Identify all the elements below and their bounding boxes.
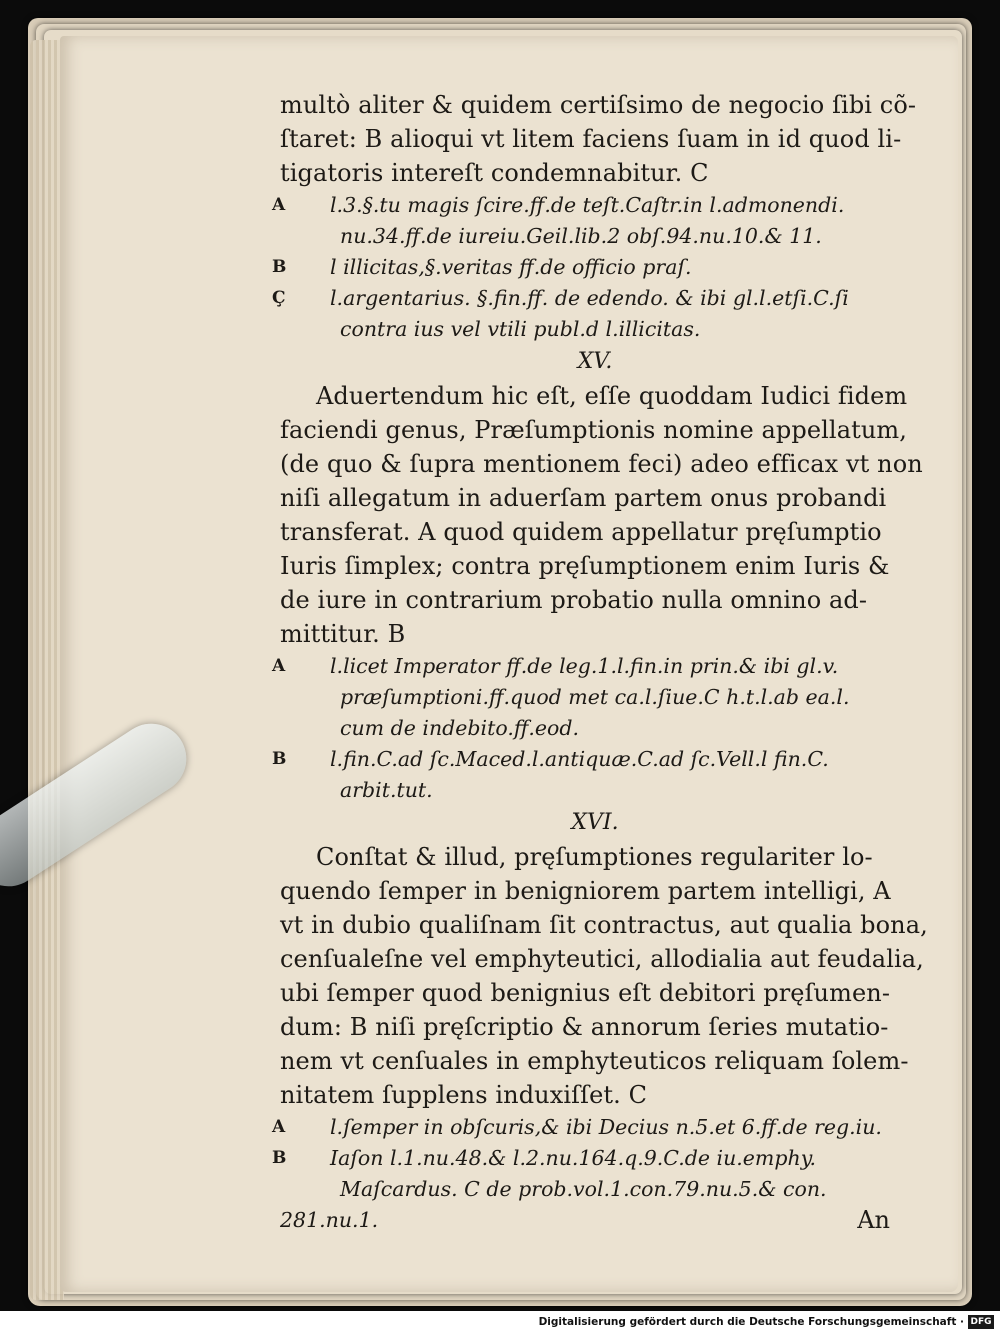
footnote xyxy=(272,1143,890,1174)
text-line: Iuris ſimplex; contra pręſumptionem enim Iuris & xyxy=(280,552,890,580)
text-line: quendo ſemper in benigniorem partem intelligi, A xyxy=(280,877,891,905)
footnote xyxy=(272,651,890,682)
section-heading: XVI. xyxy=(571,810,619,835)
footnote xyxy=(272,252,890,283)
text-line: dum: B niſi pręſcriptio & annorum ſeries mutatio- xyxy=(280,1013,889,1041)
footnote xyxy=(272,190,890,221)
footnote-text: contra ius vel vtili publ.d l.illicitas. xyxy=(340,317,701,341)
footnote xyxy=(280,1174,890,1205)
footnote-text: l.licet Imperator ff.de leg.1.l.fin.in prin.& ibi gl.v. xyxy=(330,654,839,678)
footnotes-block-3 xyxy=(272,1112,890,1236)
text-line: vt in dubio qualiſnam ſit contractus, aut qualia bona, xyxy=(280,911,928,939)
text-line: niſi allegatum in aduerſam partem onus probandi xyxy=(280,484,887,512)
section-heading: XV. xyxy=(577,349,613,374)
footnote xyxy=(272,1112,890,1143)
footer-credit: Digitalisierung gefördert durch die Deutsche Forschungsgemeinschaft · xyxy=(538,1316,964,1328)
text-line: Aduertendum hic eſt, eſſe quoddam Iudici fidem xyxy=(316,382,908,410)
text-line: (de quo & ſupra mentionem feci) adeo efficax vt non xyxy=(280,450,923,478)
footnote-text: præſumptioni.ff.quod met ca.l.ſiue.C h.t.l.ab ea.l. xyxy=(340,685,850,709)
footnote-text: arbit.tut. xyxy=(340,778,433,802)
text-line: faciendi genus, Præſumptionis nomine appellatum, xyxy=(280,416,907,444)
text-line: mittitur. B xyxy=(280,620,406,648)
text-line: de iure in contrarium probatio nulla omnino ad- xyxy=(280,586,868,614)
footnote-text: l.argentarius. §.fin.ff. de edendo. & ibi gl.l.etſi.C.ſi xyxy=(330,286,849,310)
footnote-text: l.3.§.tu magis ſcire.ff.de teſt.Caſtr.in l.admonendi. xyxy=(330,193,845,217)
text-line: Conſtat & illud, pręſumptiones regulariter lo- xyxy=(316,843,873,871)
footnote xyxy=(272,283,890,314)
footnote xyxy=(272,744,890,775)
text-line: transferat. A quod quidem appellatur pręſumptio xyxy=(280,518,882,546)
footnote-last-line xyxy=(280,1205,890,1236)
footnote xyxy=(280,713,890,744)
page-text xyxy=(272,88,928,1236)
footnote xyxy=(280,221,890,252)
text-line: nem vt cenſuales in emphyteuticos reliquam ſolem- xyxy=(280,1047,909,1075)
text-line: ubi ſemper quod benignius eſt debitori pręſumen- xyxy=(280,979,891,1007)
section-body-2 xyxy=(280,840,928,1112)
footnote xyxy=(280,775,890,806)
catchword: An xyxy=(857,1206,890,1234)
text-line: cenſualeſne vel emphyteutici, allodialia aut feudalia, xyxy=(280,945,924,973)
footnote-marker: A xyxy=(272,656,286,676)
footnotes-block-1 xyxy=(272,190,890,345)
footnote-text: l.ſemper in obſcuris,& ibi Decius n.5.et 6.ff.de reg.iu. xyxy=(330,1115,882,1139)
footnote-text: cum de indebito.ff.eod. xyxy=(340,716,579,740)
footnote-marker: A xyxy=(272,195,286,215)
text-line: ſtaret: B alioqui vt litem faciens ſuam in id quod li- xyxy=(280,125,902,153)
section-body-1 xyxy=(280,379,923,651)
opening-lines xyxy=(280,88,917,190)
page-edges-left xyxy=(30,40,64,1300)
text-line: tigatoris intereſt condemnabitur. C xyxy=(280,159,709,187)
footnotes-block-2 xyxy=(272,651,890,806)
text-line: nitatem ſupplens induxiſſet. C xyxy=(280,1081,648,1109)
dfg-logo-icon: DFG xyxy=(968,1315,994,1329)
footnote-text: Maſcardus. C de prob.vol.1.con.79.nu.5.& con. xyxy=(340,1177,827,1201)
footnote xyxy=(280,682,890,713)
footnote-text: 281.nu.1. xyxy=(280,1208,379,1232)
footnote-marker: B xyxy=(272,749,287,769)
text-line: multò aliter & quidem certiſsimo de negocio ſibi cõ- xyxy=(280,91,917,119)
footnote-text: Iaſon l.1.nu.48.& l.2.nu.164.q.9.C.de iu.emphy. xyxy=(330,1146,817,1170)
footnote-marker: A xyxy=(272,1117,286,1137)
digitization-footer xyxy=(0,1311,1000,1333)
footnote-text: l.fin.C.ad ſc.Maced.l.antiquæ.C.ad ſc.Vell.l fin.C. xyxy=(330,747,829,771)
footnote-marker: B xyxy=(272,1148,287,1168)
footnote-text: l illicitas,§.veritas ff.de officio praſ. xyxy=(330,255,692,279)
footnote-marker: B xyxy=(272,257,287,277)
footnote xyxy=(280,314,890,345)
footnote-text: nu.34.ff.de iureiu.Geil.lib.2 obſ.94.nu.10.& 11. xyxy=(340,224,822,248)
footnote-marker: Ç xyxy=(272,288,286,308)
